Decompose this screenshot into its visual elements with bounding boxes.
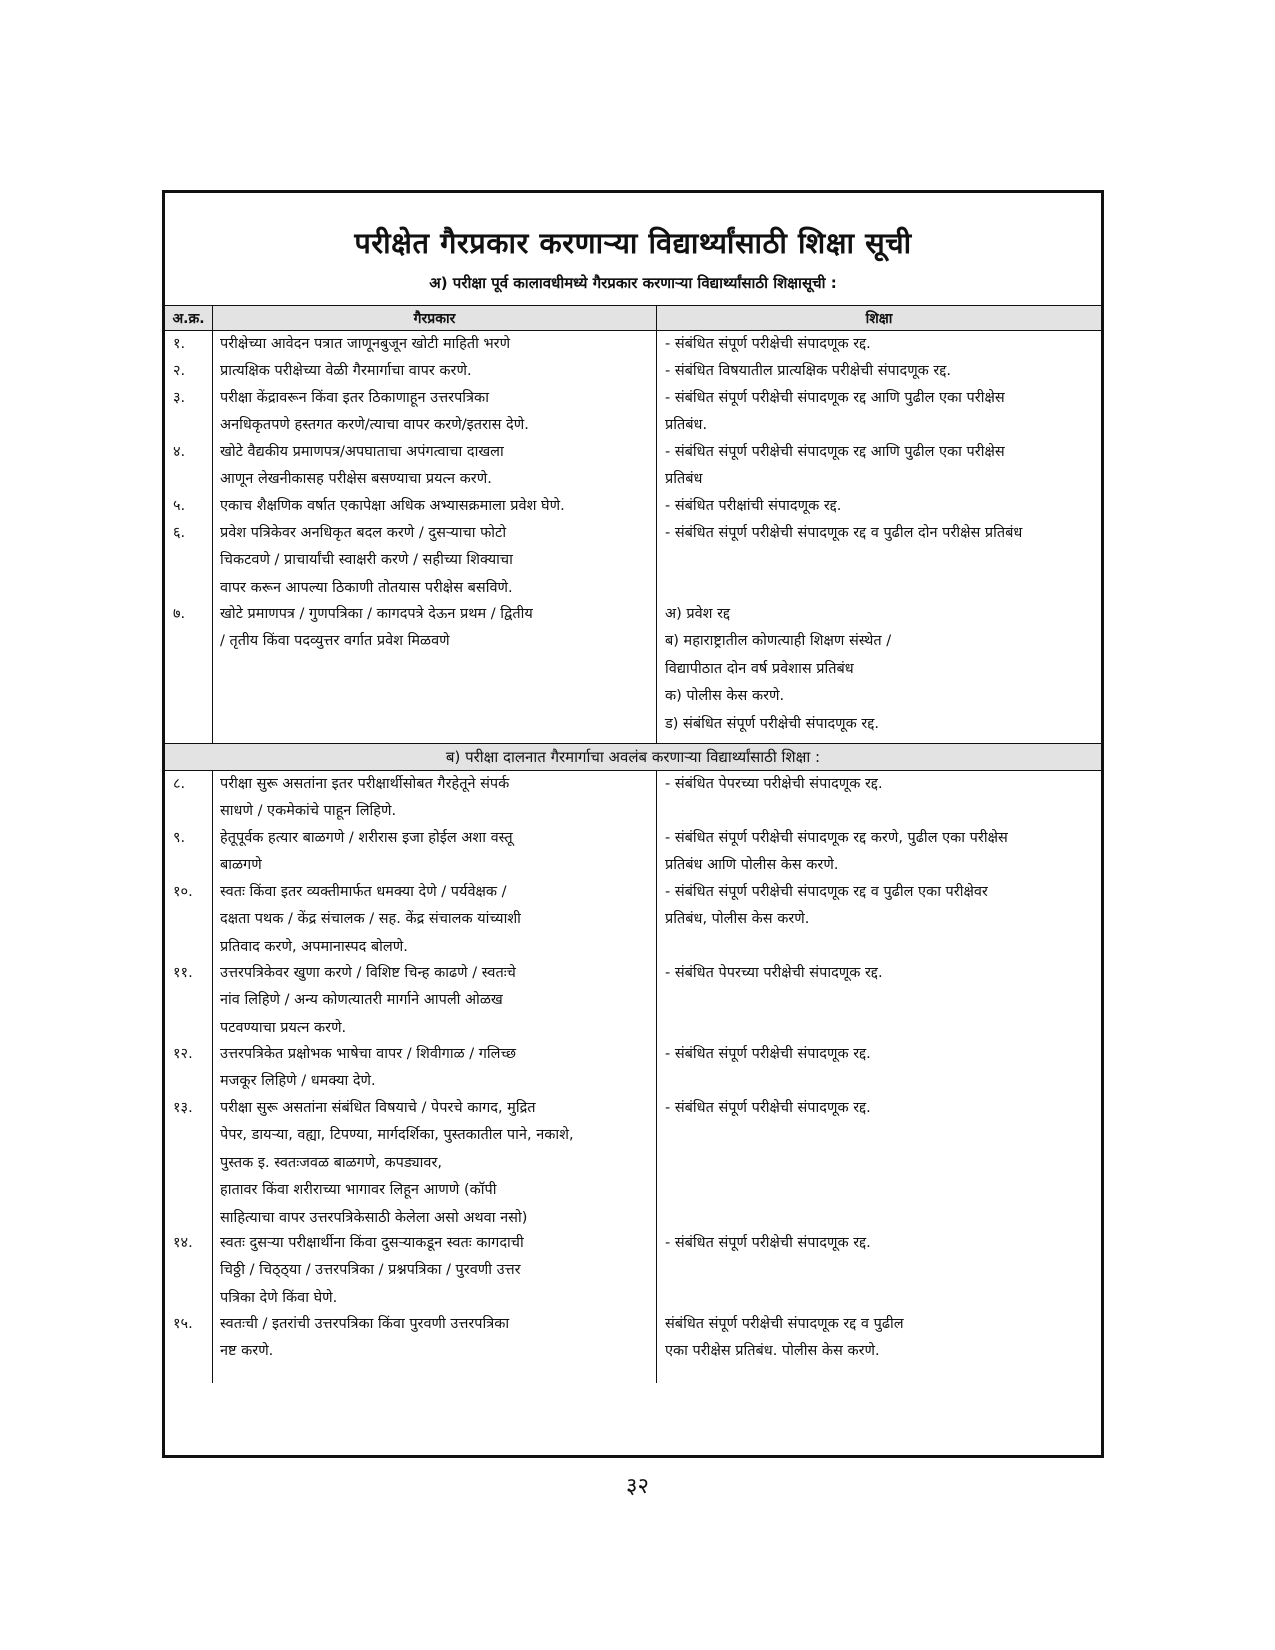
row-offence: परीक्षा केंद्रावरून किंवा इतर ठिकाणाहून उत्तरपत्रिका अनधिकृतपणे हस्तगत करणे/त्याचा वापर करणे/इतरास देणे. bbox=[220, 390, 529, 434]
row-offence: स्वतः दुसऱ्या परीक्षार्थीना किंवा दुसऱ्याकडून स्वतः कागदाची चिठ्ठी / चिठ्ठ्या / उत्तरपत्रिका / प्रश्नपत्रिका / पुरवणी उत्तर पत्रिका देणे किंवा घेणे. bbox=[220, 1235, 524, 1306]
row-penalty: - संबंधित संपूर्ण परीक्षेची संपादणूक रद्द. bbox=[665, 1100, 871, 1116]
divider bbox=[165, 743, 1101, 744]
row-offence: परीक्षेच्या आवेदन पत्रात जाणूनबुजून खोटी माहिती भरणे bbox=[220, 336, 511, 352]
header-offence: गैरप्रकार bbox=[413, 311, 456, 327]
row-offence: स्वतः किंवा इतर व्यक्तीमार्फत धमक्या देणे / पर्यवेक्षक / दक्षता पथक / केंद्र संचालक / सह. केंद्र संचालक यांच्याशी प्रतिवाद करणे, अपमानास्पद बोलणे. bbox=[220, 884, 521, 955]
column-rule bbox=[656, 770, 657, 1383]
row-penalty: - संबंधित विषयातील प्रात्यक्षिक परीक्षेची संपादणूक रद्द. bbox=[665, 363, 951, 379]
row-penalty: - संबंधित संपूर्ण परीक्षेची संपादणूक रद्द. bbox=[665, 336, 871, 352]
row-offence: प्रवेश पत्रिकेवर अनधिकृत बदल करणे / दुसऱ्याचा फोटो चिकटवणे / प्राचार्यांची स्वाक्षरी करणे / सहीच्या शिक्याचा वापर करून आपल्या ठिकाणी तोतयास परीक्षेस बसविणे. bbox=[220, 525, 513, 596]
row-serial: ५. bbox=[173, 498, 186, 514]
row-penalty: - संबंधित संपूर्ण परीक्षेची संपादणूक रद्द. bbox=[665, 1046, 871, 1062]
header-penalty: शिक्षा bbox=[865, 311, 893, 327]
row-offence: एकाच शैक्षणिक वर्षात एकापेक्षा अधिक अभ्यासक्रमाला प्रवेश घेणे. bbox=[220, 498, 565, 514]
row-serial: १२. bbox=[173, 1046, 193, 1062]
row-offence: प्रात्यक्षिक परीक्षेच्या वेळी गैरमार्गाचा वापर करणे. bbox=[220, 363, 472, 379]
row-penalty: - संबंधित पेपरच्या परीक्षेची संपादणूक रद्द. bbox=[665, 776, 883, 792]
row-penalty: - संबंधित पेपरच्या परीक्षेची संपादणूक रद्द. bbox=[665, 965, 883, 981]
row-penalty: - संबंधित संपूर्ण परीक्षेची संपादणूक रद्द करणे, पुढील एका परीक्षेस प्रतिबंध आणि पोलीस केस करणे. bbox=[665, 830, 1008, 874]
page-number: ३२ bbox=[626, 1474, 649, 1499]
divider bbox=[165, 305, 1101, 306]
row-serial: १३. bbox=[173, 1100, 193, 1116]
page-title: परीक्षेत गैरप्रकार करणाऱ्या विद्यार्थ्यांसाठी शिक्षा सूची bbox=[354, 226, 912, 260]
row-penalty: - संबंधित संपूर्ण परीक्षेची संपादणूक रद्द व पुढील एका परीक्षेवर प्रतिबंध, पोलीस केस करणे. bbox=[665, 884, 988, 928]
row-penalty: - संबंधित संपूर्ण परीक्षेची संपादणूक रद्द आणि पुढील एका परीक्षेस प्रतिबंध. bbox=[665, 390, 1005, 434]
row-serial: ७. bbox=[173, 606, 186, 622]
row-offence: उत्तरपत्रिकेत प्रक्षोभक भाषेचा वापर / शिवीगाळ / गलिच्छ मजकूर लिहिणे / धमक्या देणे. bbox=[220, 1046, 516, 1090]
row-penalty: - संबंधित संपूर्ण परीक्षेची संपादणूक रद्द व पुढील दोन परीक्षेस प्रतिबंध bbox=[665, 525, 1023, 541]
column-rule bbox=[212, 305, 213, 743]
header-serial: अ.क्र. bbox=[172, 311, 205, 327]
row-offence: खोटे वैद्यकीय प्रमाणपत्र/अपघाताचा अपंगत्वाचा दाखला आणून लेखनीकासह परीक्षेस बसण्याचा प्रयत्न करणे. bbox=[220, 444, 504, 488]
row-serial: ८. bbox=[173, 776, 186, 792]
row-serial: ९. bbox=[173, 830, 186, 846]
row-serial: ३. bbox=[173, 390, 186, 406]
row-penalty: - संबंधित संपूर्ण परीक्षेची संपादणूक रद्द आणि पुढील एका परीक्षेस प्रतिबंध bbox=[665, 444, 1005, 488]
row-offence: हेतूपूर्वक हत्यार बाळगणे / शरीरास इजा होईल अशा वस्तू बाळगणे bbox=[220, 830, 513, 874]
row-serial: ६. bbox=[173, 525, 186, 541]
document-frame bbox=[162, 190, 1104, 1458]
section-a-heading: अ) परीक्षा पूर्व कालावधीमध्ये गैरप्रकार करणाऱ्या विद्यार्थ्यांसाठी शिक्षासूची : bbox=[429, 274, 837, 292]
row-serial: ११. bbox=[173, 965, 193, 981]
row-serial: १५. bbox=[173, 1316, 193, 1332]
row-offence: परीक्षा सुरू असतांना संबंधित विषयाचे / पेपरचे कागद, मुद्रित पेपर, डायऱ्या, वह्या, टिपण्या, मार्गदर्शिका, पुस्तकातील पाने, नकाशे, पुस्तक इ. स्वतःजवळ बाळगणे, कपड्यावर, हातावर किंवा शरीराच्या भागावर लिहून आणणे (कॉपी साहित्याचा वापर उत्तरपत्रिकेसाठी केलेला असो अथवा नसो) bbox=[220, 1100, 574, 1226]
row-penalty: - संबंधित परीक्षांची संपादणूक रद्द. bbox=[665, 498, 842, 514]
row-serial: १०. bbox=[173, 884, 193, 900]
row-offence: स्वतःची / इतरांची उत्तरपत्रिका किंवा पुरवणी उत्तरपत्रिका नष्ट करणे. bbox=[220, 1316, 510, 1360]
row-penalty: अ) प्रवेश रद्द ब) महाराष्ट्रातील कोणत्याही शिक्षण संस्थेत / विद्यापीठात दोन वर्ष प्रवेशास प्रतिबंध क) पोलीस केस करणे. ड) संबंधित संपूर्ण परीक्षेची संपादणूक रद्द. bbox=[665, 606, 892, 732]
row-offence: उत्तरपत्रिकेवर खुणा करणे / विशिष्ट चिन्ह काढणे / स्वतःचे नांव लिहिणे / अन्य कोणत्यातरी मार्गाने आपली ओळख पटवण्याचा प्रयत्न करणे. bbox=[220, 965, 516, 1036]
column-rule bbox=[656, 305, 657, 743]
row-serial: २. bbox=[173, 363, 186, 379]
row-serial: १. bbox=[173, 336, 186, 352]
row-penalty: - संबंधित संपूर्ण परीक्षेची संपादणूक रद्द. bbox=[665, 1235, 871, 1251]
column-rule bbox=[212, 770, 213, 1383]
row-offence: खोटे प्रमाणपत्र / गुणपत्रिका / कागदपत्रे देऊन प्रथम / द्वितीय / तृतीय किंवा पदव्युत्तर वर्गात प्रवेश मिळवणे bbox=[220, 606, 533, 650]
section-b-heading: ब) परीक्षा दालनात गैरमार्गाचा अवलंब करणाऱ्या विद्यार्थ्यांसाठी शिक्षा : bbox=[445, 748, 821, 766]
row-offence: परीक्षा सुरू असतांना इतर परीक्षार्थीसोबत गैरहेतूने संपर्क साधणे / एकमेकांचे पाहून लिहिणे. bbox=[220, 776, 510, 820]
row-penalty: संबंधित संपूर्ण परीक्षेची संपादणूक रद्द व पुढील एका परीक्षेस प्रतिबंध. पोलीस केस करणे. bbox=[665, 1316, 904, 1360]
row-serial: ४. bbox=[173, 444, 186, 460]
row-serial: १४. bbox=[173, 1235, 193, 1251]
